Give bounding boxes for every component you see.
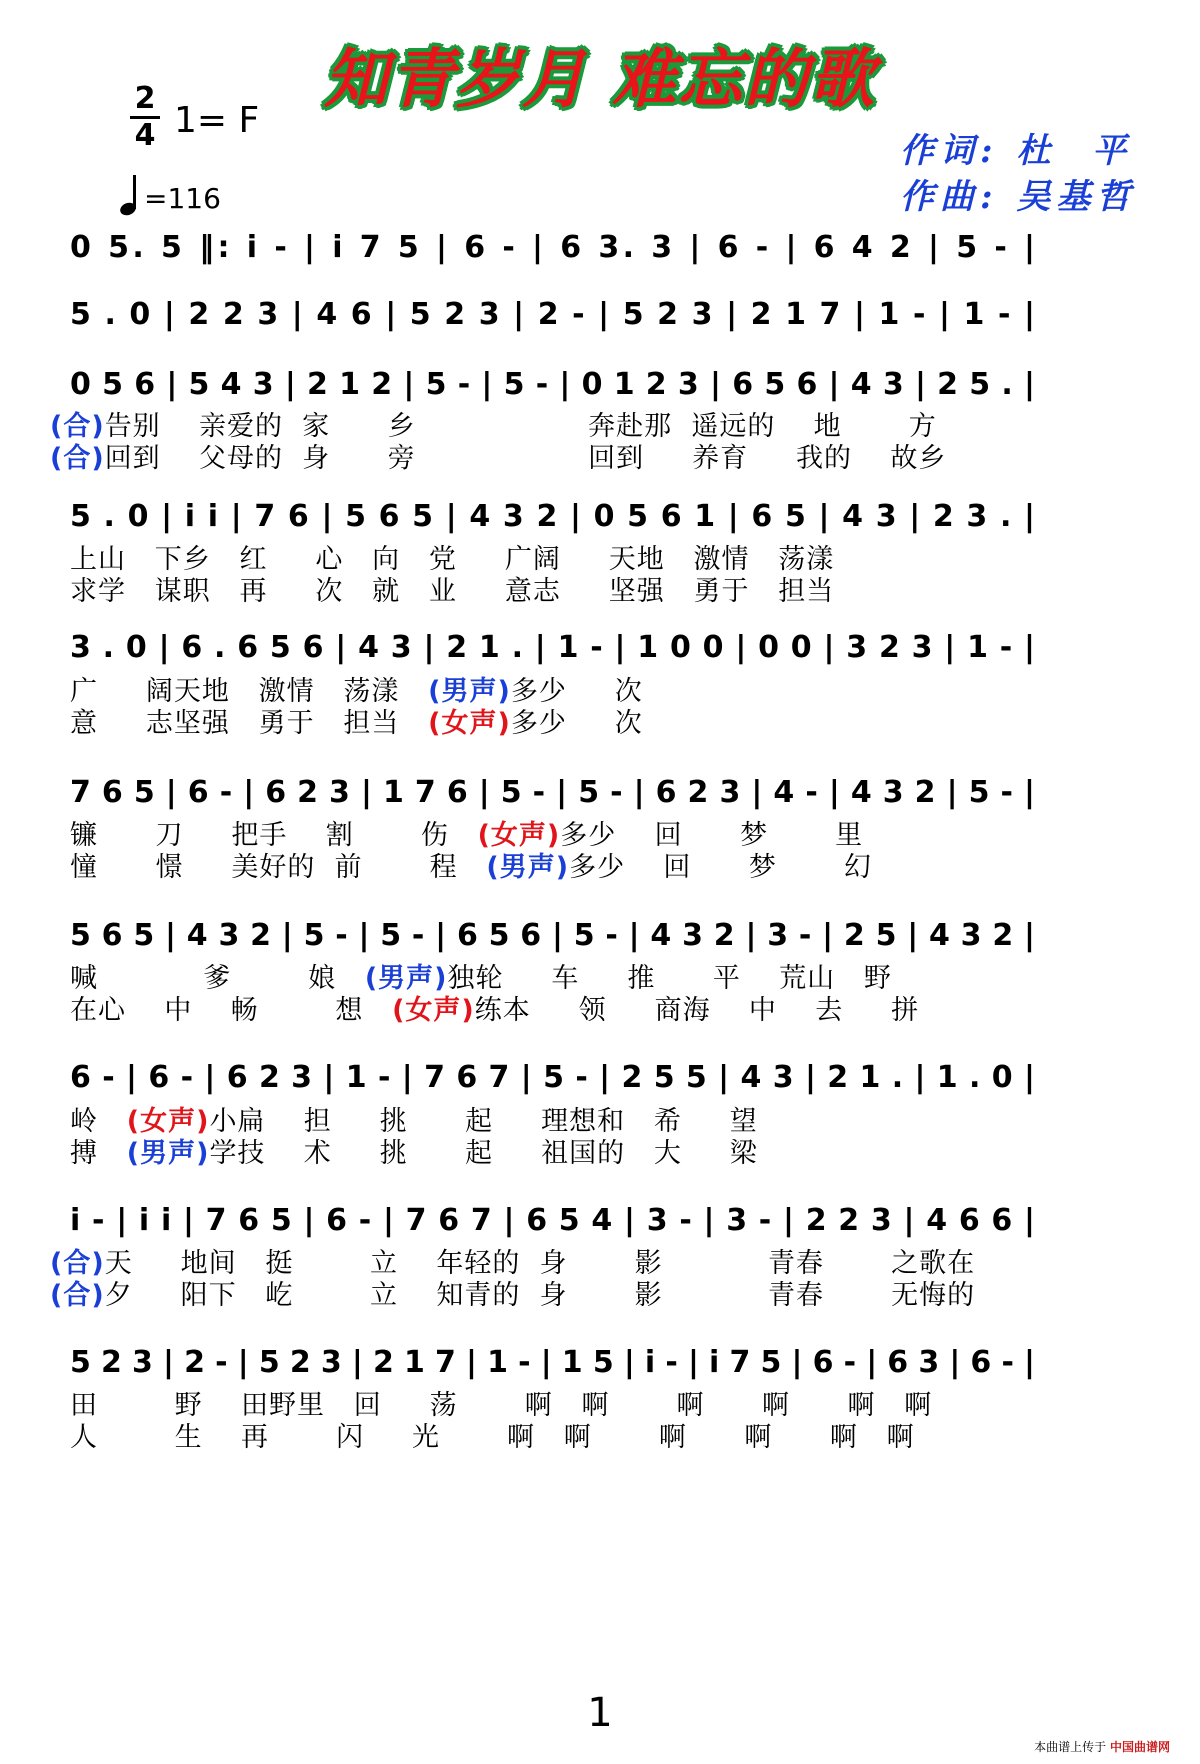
lyric-text: 广 阔天地 激情 荡漾	[70, 676, 400, 707]
notation-text: 0 5. 5 ‖: i - | i 7 5 | 6 - | 6 3. 3 | 6 - | 6 4 2 | 5 - |	[70, 230, 1035, 265]
lyric-line	[70, 1131, 758, 1170]
notation-text: 6 - | 6 - | 6 2 3 | 1 - | 7 6 7 | 5 - | 2 5 5 | 4 3 | 2 1 . | 1 . 0 |	[70, 1060, 1035, 1095]
lyric-text: 喊 爹 娘	[70, 963, 337, 994]
lyric-text: 多少 次	[510, 708, 643, 739]
lyric-text: 夕 阳下 屹 立 知青的 身 影 青春 无悔的	[104, 1280, 976, 1311]
notation-text: 0 5 6 | 5 4 3 | 2 1 2 | 5 - | 5 - | 0 1 2 3 | 6 5 6 | 4 3 | 2 5 . |	[70, 367, 1035, 402]
voice-tag: (合)	[50, 443, 105, 474]
time-signature	[128, 82, 162, 153]
notation-text: 3 . 0 | 6 . 6 5 6 | 4 3 | 2 1 . | 1 - | 1 0 0 | 0 0 | 3 2 3 | 1 - |	[70, 630, 1035, 665]
song-title: 知青岁月 难忘的歌	[323, 42, 877, 117]
lyric-text: 多少 次	[510, 676, 643, 707]
lyric-text: 天 地间 挺 立 年轻的 身 影 青春 之歌在	[104, 1248, 976, 1279]
staff-row	[70, 760, 1150, 820]
staff-row	[70, 352, 1150, 412]
staff-row	[70, 1330, 1150, 1390]
voice-tag: (女声)	[477, 820, 561, 851]
voice-tag: (合)	[50, 1280, 105, 1311]
staff-row	[70, 615, 1150, 675]
upload-prefix: 本曲谱上传于	[1034, 1740, 1107, 1754]
voice-tag: (男声)	[486, 852, 570, 883]
lyric-text: 上山 下乡 红 心 向 党 广阔 天地 激情 荡漾	[70, 544, 835, 575]
staff-row	[70, 1188, 1150, 1248]
staff-row	[70, 484, 1150, 544]
lyric-line	[50, 1273, 975, 1312]
lyric-text: 告别 亲爱的 家 乡 奔赴那 遥远的 地 方	[104, 411, 937, 442]
lyric-text: 镰 刀 把手 割 伤	[70, 820, 449, 851]
lyricist-credit: 作词: 杜 平	[900, 131, 1133, 171]
lyric-line	[50, 436, 946, 475]
quarter-note-icon	[120, 175, 142, 215]
tempo-value: =116	[144, 182, 221, 215]
voice-tag: (合)	[50, 411, 105, 442]
voice-tag: (男声)	[428, 676, 511, 707]
lyric-text: 回到 父母的 身 旁 回到 养育 我的 故乡	[104, 443, 947, 474]
notation-text: 5 2 3 | 2 - | 5 2 3 | 2 1 7 | 1 - | 1 5 | i - | i 7 5 | 6 - | 6 3 | 6 - |	[70, 1345, 1035, 1380]
lyric-text: 人 生 再 闪 光 啊 啊 啊 啊 啊 啊	[70, 1422, 915, 1453]
lyric-text: 意 志坚强 勇于 担当	[70, 708, 400, 739]
notation-text: 7 6 5 | 6 - | 6 2 3 | 1 7 6 | 5 - | 5 - | 6 2 3 | 4 - | 4 3 2 | 5 - |	[70, 775, 1035, 810]
staff-row	[70, 903, 1150, 963]
tempo-marking	[120, 175, 221, 215]
staff-row	[70, 215, 1150, 275]
notation-text: 5 6 5 | 4 3 2 | 5 - | 5 - | 6 5 6 | 5 - | 4 3 2 | 3 - | 2 5 | 4 3 2 |	[70, 918, 1035, 953]
lyric-line	[70, 988, 919, 1027]
lyric-text: 田 野 田野里 回 荡 啊 啊 啊 啊 啊 啊	[70, 1390, 933, 1421]
lyric-text: 憧 憬 美好的 前 程	[70, 852, 458, 883]
lyric-text: 练本 领 商海 中 去 拼	[474, 995, 920, 1026]
voice-tag: (女声)	[428, 708, 511, 739]
lyric-text: 多少 回 梦 幻	[569, 852, 872, 883]
lyric-text: 独轮 车 推 平 荒山 野	[447, 963, 892, 994]
upload-note	[1034, 1738, 1170, 1755]
voice-tag: (男声)	[364, 963, 448, 994]
key-signature: 1= F	[174, 100, 260, 141]
voice-tag: (女声)	[126, 1106, 210, 1137]
voice-tag: (男声)	[126, 1138, 210, 1169]
voice-tag: (女声)	[392, 995, 475, 1026]
lyric-line	[70, 569, 834, 608]
staff-row	[70, 1045, 1150, 1105]
lyric-text: 搏	[70, 1138, 98, 1169]
lyric-line	[70, 1415, 915, 1454]
time-signature-top: 2	[134, 81, 156, 116]
voice-tag: (合)	[50, 1248, 105, 1279]
lyric-text: 小扁 担 挑 起 理想和 希 望	[209, 1106, 758, 1137]
notation-text: 5 . 0 | 2 2 3 | 4 6 | 5 2 3 | 2 - | 5 2 3 | 2 1 7 | 1 - | 1 - |	[70, 297, 1035, 332]
lyric-line	[70, 701, 643, 740]
lyric-text: 多少 回 梦 里	[560, 820, 864, 851]
time-signature-bottom: 4	[134, 118, 156, 153]
notation-text: 5 . 0 | i i | 7 6 | 5 6 5 | 4 3 2 | 0 5 6 1 | 6 5 | 4 3 | 2 3 . |	[70, 499, 1035, 534]
lyric-text: 学技 术 挑 起 祖国的 大 梁	[209, 1138, 758, 1169]
site-name: 中国曲谱网	[1109, 1740, 1170, 1754]
lyric-line	[70, 845, 872, 884]
lyric-text: 求学 谋职 再 次 就 业 意志 坚强 勇于 担当	[70, 576, 835, 607]
lyric-text: 岭	[70, 1106, 98, 1137]
notation-text: i - | i i | 7 6 5 | 6 - | 7 6 7 | 6 5 4 | 3 - | 3 - | 2 2 3 | 4 6 6 |	[70, 1203, 1035, 1238]
page-number: 1	[587, 1690, 613, 1736]
composer-credit: 作曲: 吴基哲	[900, 177, 1137, 217]
staff-row	[70, 282, 1150, 342]
credits	[900, 128, 1136, 220]
lyric-text: 在心 中 畅 想	[70, 995, 364, 1026]
